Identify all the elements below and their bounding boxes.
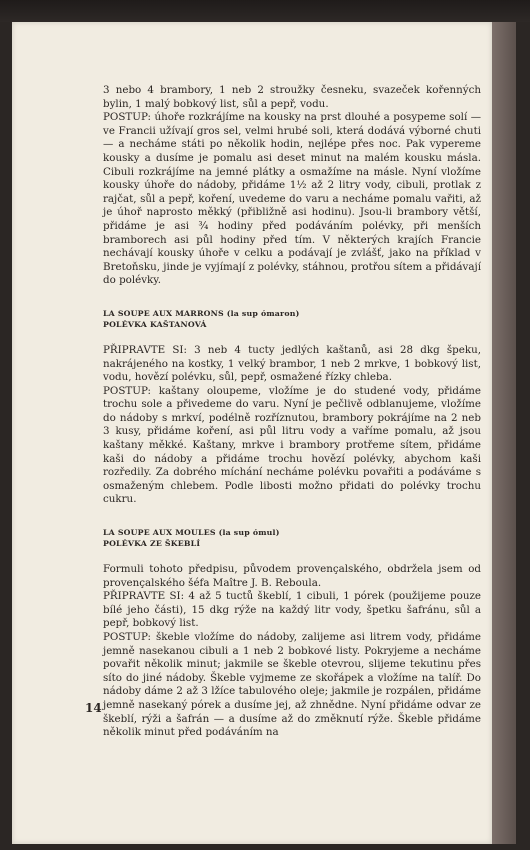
recipe-paragraph: POSTUP: kaštany oloupeme, vložíme je do studené vody, přidáme trochu sole a přivedeme do varu. Nyní je pečlivě odblanujeme, vložíme do nádoby s mrkví, podélně rozříznutou, brambory pokrájíme na 2 neb 3 kusy, přidáme koření, asi půl litru vody a vaříme pomalu, až jsou kaštany měkké. Kaštany, mrkve i brambory protřeme sítem, přidáme kaši do nádoby a přidáme trochu hovězí polévky, abychom kaši rozředily. Za dobrého míchání necháme polévku povařiti a podáváme s osmaženým chlebem. Podle libosti možno přidati do polévky trochu cukru. xyxy=(103,384,481,506)
recipe-subtitle: POLÉVKA KAŠTANOVÁ xyxy=(103,319,207,329)
recipe-body xyxy=(103,344,481,507)
recipe-section-marrons xyxy=(103,308,481,507)
intro-paragraph: 3 nebo 4 brambory, 1 neb 2 stroužky česneku, svazeček kořenných bylin, 1 malý bobkový list, sůl a pepř, vodu. xyxy=(103,84,481,110)
recipe-subtitle: POLÉVKA ZE ŠKEBLÍ xyxy=(103,539,201,549)
page-number: 14 xyxy=(85,701,102,715)
recipe-section-moules xyxy=(103,527,481,740)
recipe-paragraph: PŘIPRAVTE SI: 3 neb 4 tucty jedlých kaštanů, asi 28 dkg špeku, nakrájeného na kostky, 1 velký brambor, 1 neb 2 mrkve, 1 bobkový list, vodu, hovězí polévku, sůl, pepř, osmažené řízky chleba. xyxy=(103,343,481,384)
book-page-edge xyxy=(492,22,516,844)
recipe-paragraph: Formuli tohoto předpisu, původem provençalského, obdržela jsem od provençalského šéfa Maître J. B. Reboula. xyxy=(103,563,481,589)
recipe-title: LA SOUPE AUX MARRONS (la sup ómaron) xyxy=(103,308,300,318)
recipe-paragraph: PŘIPRAVTE SI: 4 až 5 tuctů škeblí, 1 cibuli, 1 pórek (použijeme pouze bílé jeho části), 15 dkg rýže na každý litr vody, špetku šafránu, sůl a pepř, bobkový list. xyxy=(103,590,481,630)
page-text xyxy=(103,84,481,740)
intro-paragraph: POSTUP: úhoře rozkrájíme na kousky na prst dlouhé a posypeme solí — ve Francii užívají gros sel, velmi hrubé soli, která dodává výborné chuti — a necháme státi po několik hodin, nejlépe přes noc. Pak vypereme kousky a dusíme je pomalu asi deset minut na malém kousku másla. Cibuli rozkrájíme na jemné plátky a osmažíme na másle. Nyní vložíme kousky úhoře do nádoby, přidáme 1½ až 2 litry vody, cibuli, protlak z rajčat, sůl a pepř, koření, uvedeme do varu a necháme pomalu vařiti, až je úhoř naprosto měkký (přibližně asi hodinu). Jsou-li brambory větší, přidáme je asi ¾ hodiny před podáváním polévky, při menších bramborech asi půl hodiny před tím. V některých krajích Francie nechávají kousky úhoře v celku a podávají je zvlášť, jako na příklad v Bretoňsku, jinde je vyjímají z polévky, stáhnou, protřou sítem a přidávají do polévky. xyxy=(103,111,481,287)
book-top-edge xyxy=(0,0,530,22)
intro-block xyxy=(103,84,481,288)
recipe-body xyxy=(103,563,481,740)
recipe-paragraph: POSTUP: škeble vložíme do nádoby, zalijeme asi litrem vody, přidáme jemně nasekanou cibuli a 1 neb 2 bobkové listy. Pokryjeme a necháme povařit několik minut; jakmile se škeble otevrou, slijeme tekutinu přes síto do jiné nádoby. Škeble vyjmeme ze skořápek a vložíme na talíř. Do nádoby dáme 2 až 3 lžíce tabulového oleje; jakmile je rozpálen, přidáme jemně nasekaný pórek a dusíme jej, až zhnědne. Nyní přidáme odvar ze škeblí, rýži a šafrán — a dusíme až do změknutí rýže. Škeble přidáme několik minut před podáváním na xyxy=(103,631,481,739)
recipe-title: LA SOUPE AUX MOULES (la sup ómul) xyxy=(103,528,280,538)
